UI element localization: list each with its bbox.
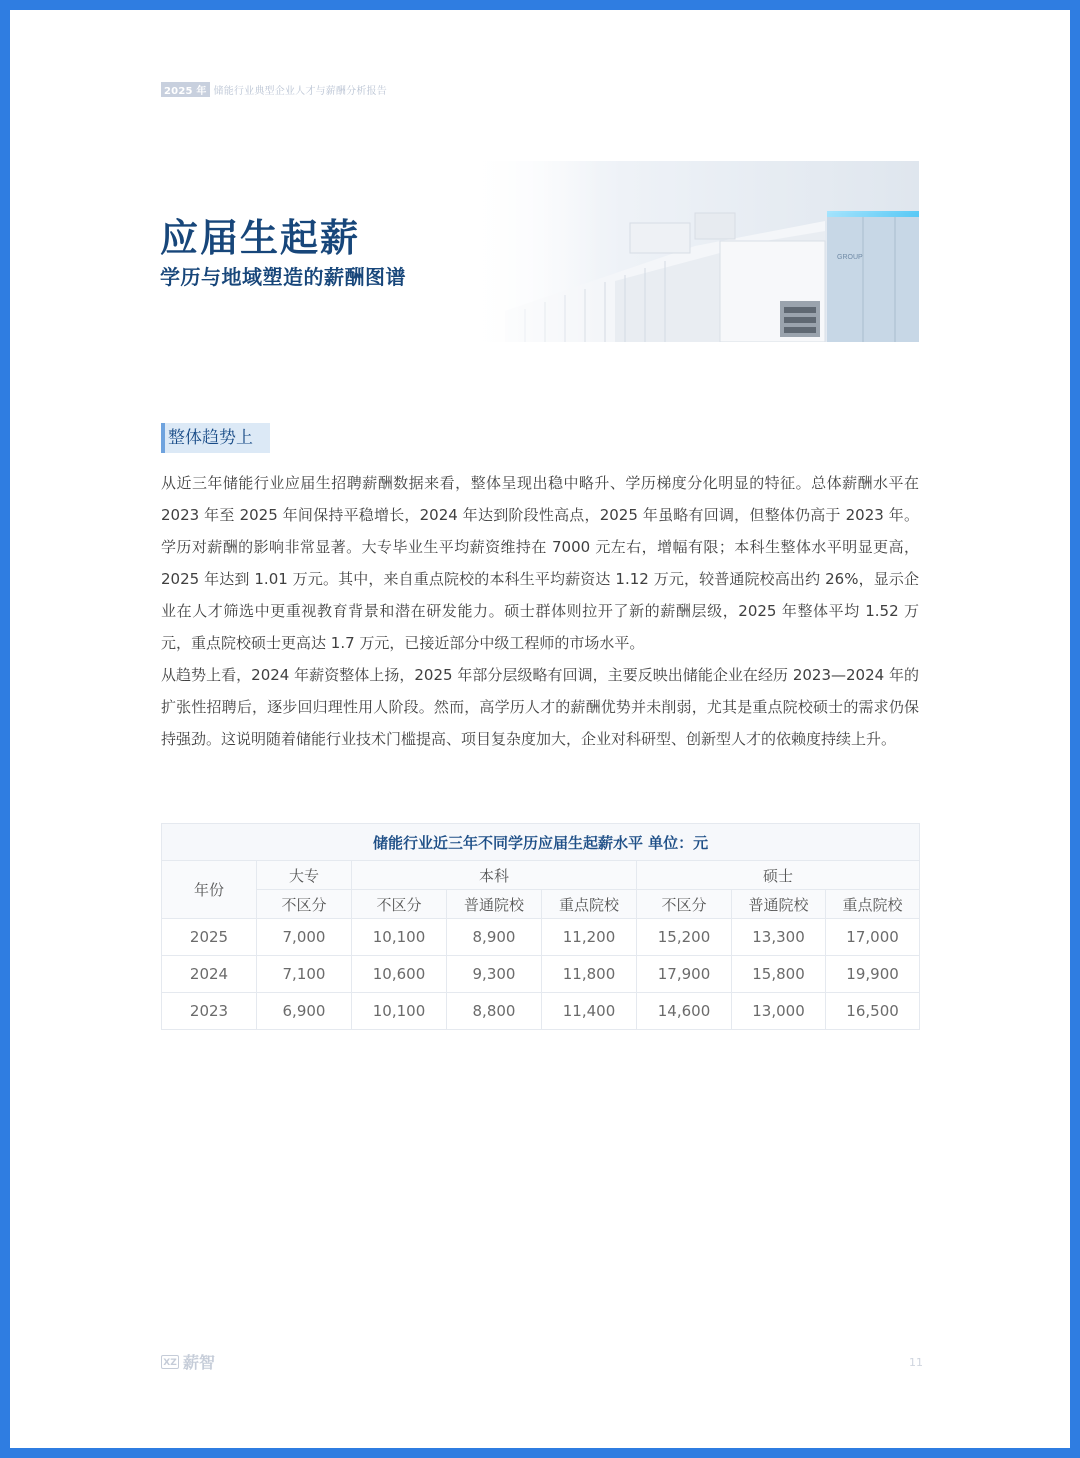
subheader: 重点院校 <box>826 890 920 919</box>
subheader: 不区分 <box>257 890 352 919</box>
table-cell: 8,800 <box>447 993 542 1030</box>
table-cell: 7,000 <box>257 919 352 956</box>
energy-storage-container-illustration <box>465 161 919 342</box>
table-cell: 10,600 <box>352 956 447 993</box>
group-header-benke: 本科 <box>352 861 637 890</box>
footer-logo-text: 薪智 <box>183 1353 216 1372</box>
header-report-title: 储能行业典型企业人才与薪酬分析报告 <box>213 86 387 97</box>
table-cell: 8,900 <box>447 919 542 956</box>
table-cell: 16,500 <box>826 993 920 1030</box>
table-caption: 储能行业近三年不同学历应届生起薪水平 单位：元 <box>162 824 920 861</box>
paragraph: 从近三年储能行业应届生招聘薪酬数据来看，整体呈现出稳中略升、学历梯度分化明显的特征。总体薪酬水平在 2023 年至 2025 年间保持平稳增长，2024 年达到阶段性高点，2025 年虽略有回调，但整体仍高于 2023 年。学历对薪酬的影响非常显著。大专毕业生平均薪资维持在 7000 元左右，增幅有限；本科生整体水平明显更高，2025 年达到 1.01 万元。其中，来自重点院校的本科生平均薪资达 1.12 万元，较普通院校高出约 26%，显示企业在人才筛选中更重视教育背景和潜在研发能力。硕士群体则拉开了新的薪酬层级，2025 年整体平均 1.52 万元，重点院校硕士更高达 1.7 万元，已接近部分中级工程师的市场水平。 <box>161 474 919 652</box>
table-cell: 17,900 <box>637 956 732 993</box>
year-column-header: 年份 <box>162 861 257 919</box>
paragraph: 从趋势上看，2024 年薪资整体上扬，2025 年部分层级略有回调，主要反映出储能企业在经历 2023—2024 年的扩张性招聘后，逐步回归理性用人阶段。然而，高学历人才的薪酬优势并未削弱，尤其是重点院校硕士的需求仍保持强劲。这说明随着储能行业技术门槛提高、项目复杂度加大，企业对科研型、创新型人才的依赖度持续上升。 <box>161 666 919 748</box>
table-cell: 13,000 <box>732 993 826 1030</box>
subheader: 普通院校 <box>447 890 542 919</box>
table-row <box>162 993 920 1030</box>
page-subtitle: 学历与地域塑造的薪酬图谱 <box>160 265 406 289</box>
table-row <box>162 956 920 993</box>
table-cell: 6,900 <box>257 993 352 1030</box>
row-year: 2025 <box>162 919 257 956</box>
table-cell: 15,200 <box>637 919 732 956</box>
page <box>10 10 1070 1448</box>
group-header-dazhuan: 大专 <box>257 861 352 890</box>
footer-logo <box>161 1350 215 1373</box>
hero-energy-storage-image <box>465 161 919 342</box>
xinzhi-logo-icon: XZ <box>161 1355 179 1369</box>
table-cell: 11,800 <box>542 956 637 993</box>
table-cell: 19,900 <box>826 956 920 993</box>
page-title: 应届生起薪 <box>160 215 361 260</box>
header-year-badge: 2025 年 <box>161 82 210 97</box>
row-year: 2024 <box>162 956 257 993</box>
subheader: 不区分 <box>352 890 447 919</box>
page-number: 11 <box>909 1356 923 1369</box>
row-year: 2023 <box>162 993 257 1030</box>
table-cell: 13,300 <box>732 919 826 956</box>
table-cell: 11,400 <box>542 993 637 1030</box>
running-header <box>161 82 387 97</box>
table-cell: 11,200 <box>542 919 637 956</box>
salary-table <box>161 823 920 1030</box>
table-cell: 9,300 <box>447 956 542 993</box>
table-cell: 10,100 <box>352 993 447 1030</box>
table-cell: 15,800 <box>732 956 826 993</box>
table-cell: 17,000 <box>826 919 920 956</box>
body-text <box>161 467 919 755</box>
subheader: 重点院校 <box>542 890 637 919</box>
table-cell: 7,100 <box>257 956 352 993</box>
subheader: 普通院校 <box>732 890 826 919</box>
salary-table-container <box>161 823 919 1030</box>
group-header-shuoshi: 硕士 <box>637 861 920 890</box>
table-cell: 10,100 <box>352 919 447 956</box>
subheader: 不区分 <box>637 890 732 919</box>
section-tag: 整体趋势上 <box>161 423 270 453</box>
table-cell: 14,600 <box>637 993 732 1030</box>
table-row <box>162 919 920 956</box>
